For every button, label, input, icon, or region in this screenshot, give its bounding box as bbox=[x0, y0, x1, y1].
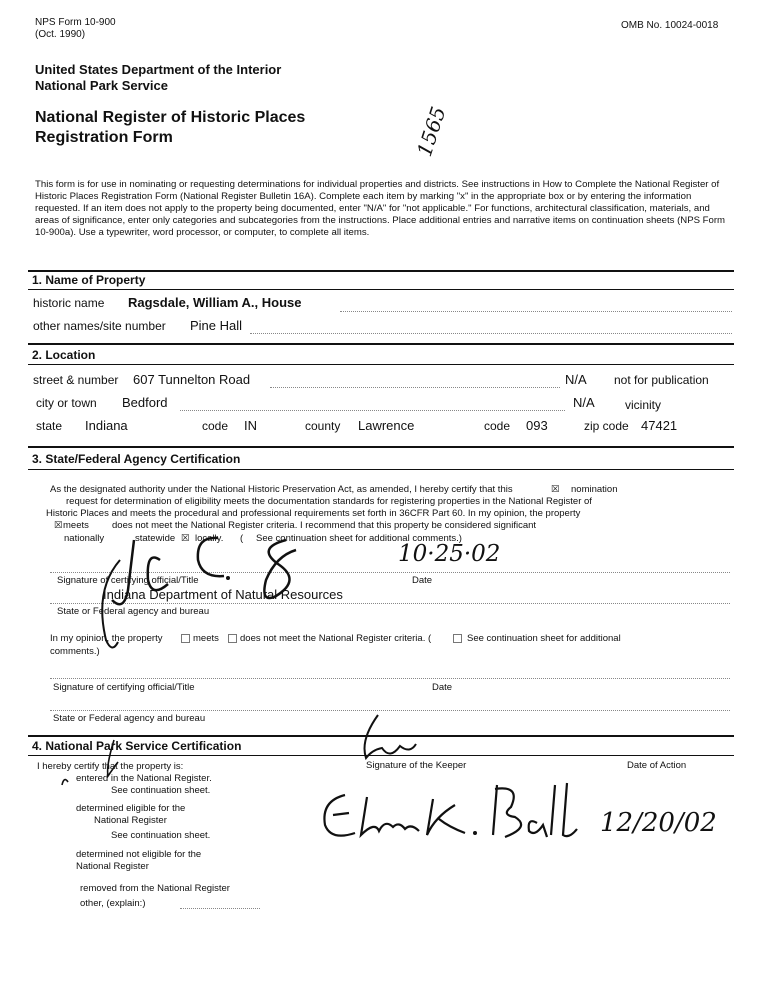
city-label: city or town bbox=[36, 396, 97, 410]
agency-label: State or Federal agency and bureau bbox=[57, 606, 210, 617]
zip-value: 47421 bbox=[641, 418, 678, 433]
nomination-label: nomination bbox=[571, 484, 618, 495]
form-number: NPS Form 10-900 bbox=[35, 17, 116, 28]
see-continuation-note: See continuation sheet for additional comments.) bbox=[256, 533, 462, 544]
opinion-see-continuation-checkbox[interactable] bbox=[453, 634, 462, 643]
other-names-label: other names/site number bbox=[33, 319, 166, 333]
not-eligible-option[interactable]: determined not eligible for the bbox=[76, 849, 202, 860]
not-eligible-option-line2: National Register bbox=[76, 861, 149, 872]
handwritten-action-date: 12/20/02 bbox=[600, 808, 717, 838]
agency-value: Indiana Department of Natural Resources bbox=[103, 587, 343, 602]
action-date-label: Date of Action bbox=[627, 760, 687, 771]
opinion-text: In my opinion, the property bbox=[50, 633, 163, 644]
form-title-line1: National Register of Historic Places bbox=[35, 109, 306, 126]
not-for-publication-label: not for publication bbox=[614, 373, 709, 387]
nationally-label: nationally bbox=[64, 533, 105, 544]
meets-checkbox[interactable]: ☒ bbox=[54, 520, 63, 531]
see-continuation-2[interactable]: See continuation sheet. bbox=[111, 830, 211, 841]
entered-option[interactable]: entered in the National Register. bbox=[76, 773, 212, 784]
keeper-signature bbox=[315, 775, 605, 855]
section4-heading: 4. National Park Service Certification bbox=[32, 739, 242, 753]
other-names-value: Pine Hall bbox=[190, 318, 243, 333]
opinion-meets-label: meets bbox=[193, 633, 219, 644]
section-rule bbox=[28, 270, 734, 272]
meets-label: meets bbox=[63, 520, 89, 531]
opinion-comments: comments.) bbox=[50, 646, 100, 657]
section-rule bbox=[28, 343, 734, 345]
keeper-label: Signature of the Keeper bbox=[366, 760, 467, 771]
city-na: N/A bbox=[573, 395, 595, 410]
statewide-label: statewide bbox=[135, 533, 176, 544]
signature-label-2: Signature of certifying official/Title bbox=[53, 682, 195, 693]
service-name: National Park Service bbox=[35, 78, 168, 93]
nomination-checkbox[interactable]: ☒ bbox=[551, 484, 560, 495]
fill-line bbox=[180, 908, 260, 909]
eligible-option[interactable]: determined eligible for the bbox=[76, 803, 186, 814]
section-rule bbox=[28, 364, 734, 365]
state-official-signature bbox=[90, 520, 390, 660]
removed-option[interactable]: removed from the National Register bbox=[80, 883, 230, 894]
historic-name-value: Ragsdale, William A., House bbox=[128, 295, 302, 310]
fill-line bbox=[250, 333, 732, 334]
statewide-checkbox[interactable]: ☒ bbox=[181, 533, 190, 544]
section2-heading: 2. Location bbox=[32, 348, 96, 362]
omb-number: OMB No. 10024-0018 bbox=[621, 20, 719, 31]
street-na: N/A bbox=[565, 372, 587, 387]
see-continuation-1[interactable]: See continuation sheet. bbox=[111, 785, 211, 796]
section1-heading: 1. Name of Property bbox=[32, 273, 146, 287]
county-code-value: 093 bbox=[526, 418, 548, 433]
cert-text-line1: As the designated authority under the National Historic Preservation Act, as amended, I hereby certify that this bbox=[50, 484, 513, 495]
opinion-not-meet-label: does not meet the National Register criteria. ( bbox=[240, 633, 432, 644]
zip-label: zip code bbox=[584, 419, 629, 433]
fill-line bbox=[180, 410, 565, 411]
hereby-text: I hereby certify that the property is: bbox=[37, 761, 184, 772]
fill-line bbox=[340, 311, 732, 312]
other-option[interactable]: other, (explain:) bbox=[80, 898, 146, 909]
section-rule bbox=[28, 446, 734, 448]
form-title-line2: Registration Form bbox=[35, 129, 173, 146]
county-code-label: code bbox=[484, 419, 511, 433]
section-rule bbox=[28, 289, 734, 290]
street-label: street & number bbox=[33, 373, 119, 387]
county-label: county bbox=[305, 419, 341, 433]
fill-line bbox=[270, 387, 560, 388]
historic-name-label: historic name bbox=[33, 296, 105, 310]
eligible-option-line2: National Register bbox=[94, 815, 167, 826]
county-value: Lawrence bbox=[358, 418, 415, 433]
form-date: (Oct. 1990) bbox=[35, 29, 86, 40]
city-value: Bedford bbox=[122, 395, 168, 410]
opinion-see-label: See continuation sheet for additional bbox=[467, 633, 621, 644]
fill-line bbox=[50, 678, 730, 679]
paren-open: ( bbox=[240, 533, 244, 544]
state-code-label: code bbox=[202, 419, 229, 433]
cert-text-line3: Historic Places and meets the procedural and professional requirements set forth in 36CFR Part 60. In my opinion, the property bbox=[46, 508, 581, 519]
locally-label: locally. bbox=[195, 533, 224, 544]
department-name: United States Department of the Interior bbox=[35, 62, 282, 77]
agency-label-2: State or Federal agency and bureau bbox=[53, 713, 206, 724]
date-label: Date bbox=[412, 575, 433, 586]
section-rule bbox=[28, 469, 734, 470]
vicinity-label: vicinity bbox=[625, 398, 662, 412]
cert-text-line2: request for determination of eligibility meets the documentation standards for registering properties in the National Register of bbox=[66, 496, 592, 507]
signature-label: Signature of certifying official/Title bbox=[57, 575, 199, 586]
handwritten-date: 10·25·02 bbox=[398, 541, 501, 567]
state-code-value: IN bbox=[244, 418, 257, 433]
section3-heading: 3. State/Federal Agency Certification bbox=[32, 452, 241, 466]
cert-text-line4: does not meet the National Register criteria. I recommend that this property be considered significant bbox=[112, 520, 537, 531]
instructions-paragraph: This form is for use in nominating or requesting determinations for individual properties and districts. See instructions in How to Complete the National Register of Historic Places Registration Form (National Register Bulletin 16A). Complete each item by marking "x" in the appropriate box or by entering the information requested. If an item does not apply to the property being documented, enter "N/A" for "not applicable." For functions, architectural classification, materials, and areas of significance, enter only categories and subcategories from the instructions. Place additional entries and narrative items on continuation sheets (NPS Form 10-900a). Use a typewriter, word processor, or computer, to complete all items. bbox=[35, 179, 726, 238]
state-value: Indiana bbox=[85, 418, 128, 433]
handwritten-ref-number: 1565 bbox=[412, 103, 451, 160]
street-value: 607 Tunnelton Road bbox=[133, 372, 251, 387]
state-label: state bbox=[36, 419, 63, 433]
date-label-2: Date bbox=[432, 682, 453, 693]
